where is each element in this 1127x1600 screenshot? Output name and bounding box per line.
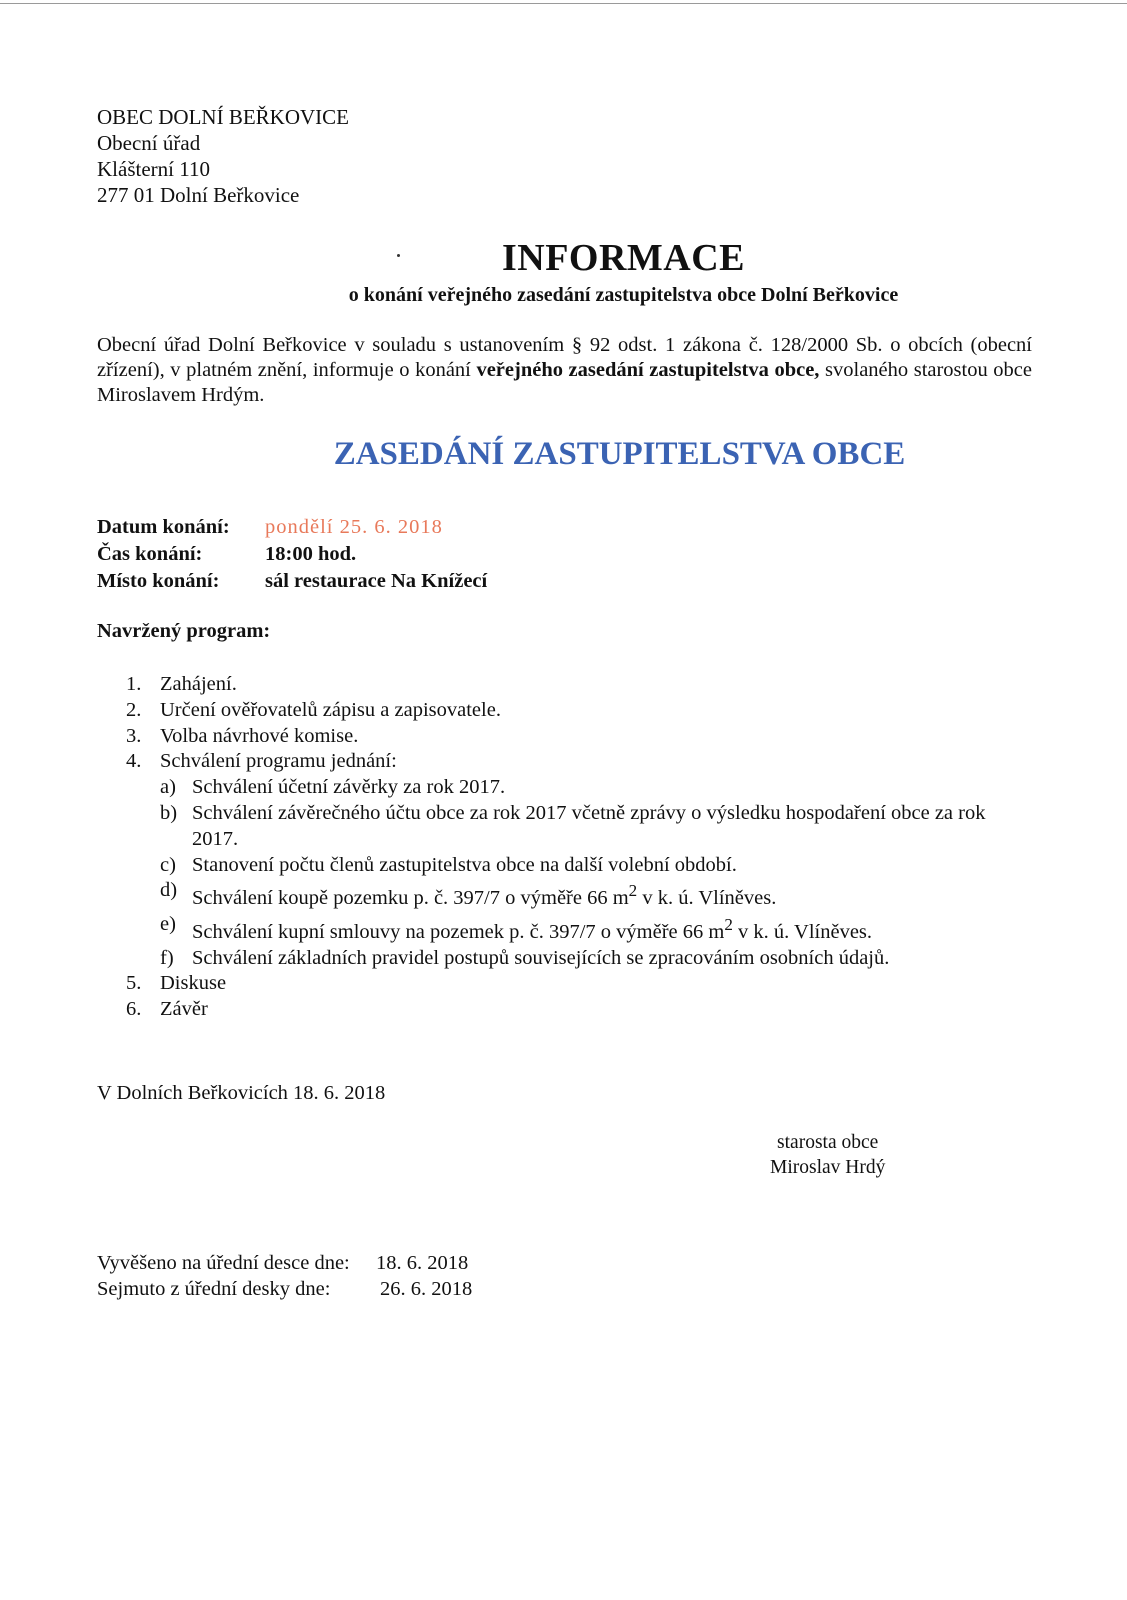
removed-row: [97, 1276, 472, 1302]
agenda-subitem: f) Schválení základních pravidel postupů souvisejících se zpracováním osobních údajů.: [160, 946, 890, 969]
street-address: Klášterní 110: [97, 157, 210, 181]
agenda-subitem: a) Schválení účetní závěrky za rok 2017.: [160, 776, 506, 799]
program-title: Navržený program:: [97, 620, 271, 642]
time-label: Čas konání:: [97, 543, 203, 565]
agenda-item: 4. Schválení programu jednání:: [126, 750, 397, 773]
date-label: Datum konání:: [97, 516, 230, 538]
place-and-date: V Dolních Beřkovicích 18. 6. 2018: [97, 1082, 386, 1104]
meeting-details: [97, 514, 487, 595]
sender-address: [97, 104, 349, 208]
removed-label: Sejmuto z úřední desky dne:: [97, 1278, 331, 1300]
posted-value: 18. 6. 2018: [376, 1252, 469, 1274]
postal-address: 277 01 Dolní Beřkovice: [97, 183, 300, 207]
agenda-item: 5. Diskuse: [126, 972, 227, 995]
date-value: pondělí 25. 6. 2018: [265, 516, 443, 538]
signatory-role: starosta obce: [777, 1132, 879, 1153]
posted-label: Vyvěšeno na úřední desce dne:: [97, 1252, 350, 1274]
agenda-subitem: c) Stanovení počtu členů zastupitelstva obce na další volební období.: [160, 853, 737, 876]
scan-top-border: [0, 3, 1127, 4]
agenda-item: 6. Závěr: [126, 998, 208, 1021]
signature-block: [770, 1130, 885, 1180]
document-subtitle: o konání veřejného zasedání zastupitelstva obce Dolní Beřkovice: [348, 284, 899, 306]
agenda-subitem: b) Schválení závěrečného účtu obce za rok 2017 včetně zprávy o výsledku hospodaření obce za rok 2017.: [160, 801, 986, 850]
place-row: [97, 568, 487, 595]
removed-value: 26. 6. 2018: [380, 1278, 473, 1300]
agenda-item: 3. Volba návrhové komise.: [126, 724, 359, 747]
office-name: Obecní úřad: [97, 131, 201, 155]
agenda-item: 2. Určení ověřovatelů zápisu a zapisovatele.: [126, 698, 501, 721]
agenda-subitem: e) Schválení kupní smlouvy na pozemek p. č. 397/7 o výměře 66 $m^2$ v k. ú. Vlíněves.: [160, 913, 873, 943]
municipality-name: OBEC DOLNÍ BEŘKOVICE: [97, 105, 349, 129]
place-label: Místo konání:: [97, 570, 220, 592]
agenda-list: [126, 672, 1036, 1023]
time-value: 18:00 hod.: [265, 543, 357, 565]
place-value: sál restaurace Na Knížecí: [265, 570, 488, 592]
meeting-heading: ZASEDÁNÍ ZASTUPITELSTVA OBCE: [333, 436, 906, 472]
date-row: [97, 514, 487, 541]
agenda-subitem: d) Schválení koupě pozemku p. č. 397/7 o výměře 66 $m^2$ v k. ú. Vlíněves.: [160, 879, 777, 910]
time-row: [97, 541, 487, 568]
intro-paragraph: Obecní úřad Dolní Beřkovice v souladu s ustanovením § 92 odst. 1 zákona č. 128/2000 Sb. o obcích (obecní zřízení), v platném znění, informuje o konání veřejného zasedání zastupitelstva obce, svolaného starostou obce Miroslavem Hrdým.: [97, 334, 1033, 406]
intro-bold-text: veřejného zasedání zastupitelstva obce,: [476, 359, 820, 381]
signatory-name: Miroslav Hrdý: [770, 1157, 886, 1178]
posted-row: [97, 1250, 472, 1276]
notice-board-dates: [97, 1250, 472, 1302]
document-title: INFORMACE: [501, 237, 746, 279]
agenda-item: 1. Zahájení.: [126, 673, 237, 695]
